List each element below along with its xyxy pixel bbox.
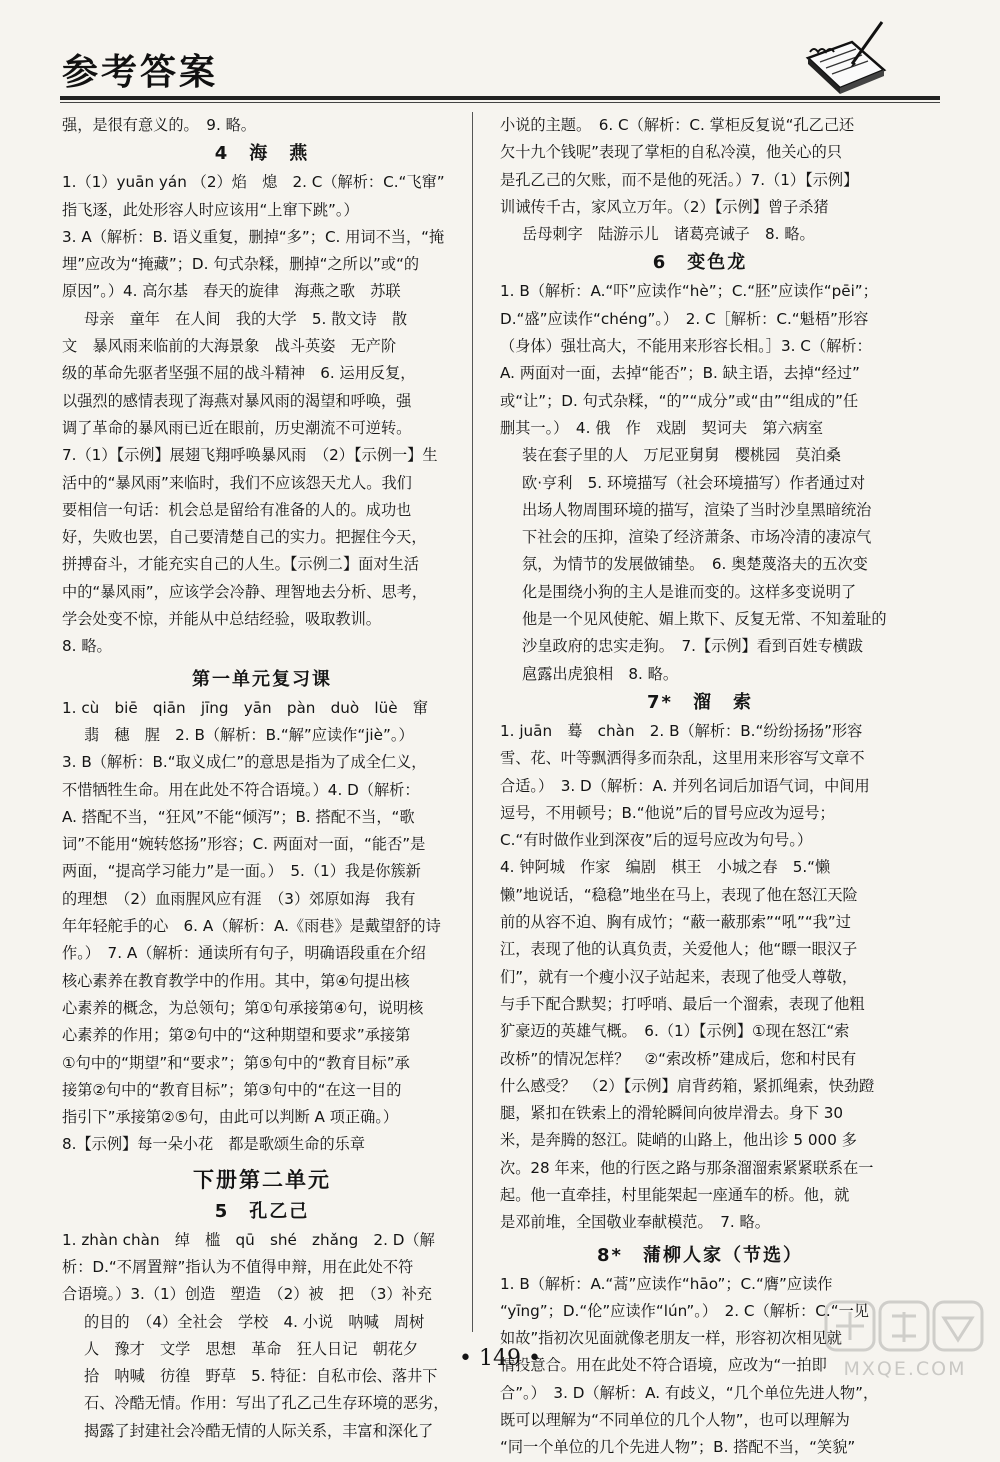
answer-line: 1. cù biē qiān jīng yān pàn duò lüè 窜 [62, 698, 428, 717]
answer-line: ①句中的“期望”和“要求”；第⑤句中的“教育目标”承 [62, 1053, 410, 1072]
answer-line: 心素养的作用；第②句中的“这种期望和要求”承接第 [62, 1026, 411, 1045]
section-heading: 4 海 燕 [214, 143, 310, 165]
answer-line: 前的从容不迫、胸有成竹；“蔽一蔽那索”“吼”“我”过 [500, 913, 851, 932]
column-divider [472, 112, 473, 1332]
answer-line: 他是一个见风使舵、媚上欺下、反复无常、不知羞耻的 [522, 610, 887, 629]
answer-line: 懒”地说话，“稳稳”地坐在马上，表现了他在怒江天险 [500, 885, 858, 904]
answer-line: 是邓前堆，全国敬业奉献模范。 7. 略。 [500, 1213, 770, 1232]
answer-line: 沙皇政府的忠实走狗。 7.【示例】看到百姓专横跋 [522, 637, 864, 656]
page-header [0, 0, 1000, 112]
answer-line: 指引下”承接第②⑤句，由此可以判断 A 项正确。） [62, 1108, 399, 1127]
answer-line: 腿，紧扣在铁索上的滑轮瞬间向彼岸滑去。身下 30 [500, 1104, 844, 1123]
answer-line: 出场人物周围环境的描写，渲染了当时沙皇黑暗统治 [522, 500, 872, 519]
answer-line: 4. 钟阿城 作家 编剧 棋王 小城之春 5.“懒 [500, 858, 831, 877]
answer-line: 装在套子里的人 万尼亚舅舅 樱桃园 莫泊桑 [522, 446, 841, 465]
answer-line: 年年轻舵手的心 6. A（解析：A.《雨巷》是戴望舒的诗 [62, 917, 441, 936]
answer-line: 作。） 7. A（解析：通读所有句子，明确语段重在介绍 [62, 944, 426, 963]
answer-line: 江，表现了他的认真负责，关爱他人；他“瞟一眼汉子 [500, 940, 858, 959]
answer-line: 翡 穗 腥 2. B（解析：B.“解”应读作“jiè”。） [84, 725, 414, 744]
answer-line: 米，是奔腾的怒江。陡峭的山路上，他出诊 5 000 多 [500, 1131, 857, 1150]
answer-line: 氛，为情节的发展做铺垫。 6. 奥楚蔑洛夫的五次变 [522, 555, 868, 574]
answer-line: 1. zhàn chàn 绰 槛 qū shé zhǎng 2. D（解 [62, 1230, 435, 1249]
header-title: 参考答案 [62, 51, 219, 93]
answer-line: 两面，“提高学习能力”是一面。） 5.（1）我是你簇新 [62, 862, 421, 881]
answer-line: 3. A（解析：B. 语义重复，删掉“多”；C. 用词不当，“掩 [62, 227, 445, 246]
page-number: • 149 • [459, 1346, 541, 1371]
header-rule-thin [60, 102, 940, 103]
answer-line: （身体）强壮高大，不能用来形容长相。］3. C（解析： [500, 337, 872, 356]
answer-line: 或“让”；D. 句式杂糅，“的”“成分”或“由”“组成的”任 [500, 391, 859, 410]
answer-line: 岳母刺字 陆游示儿 诸葛亮诫子 8. 略。 [522, 225, 815, 244]
answer-line: 调了革命的暴风雨已近在眼前，历史潮流不可逆转。 [62, 418, 412, 437]
answer-line: 要相信一句话：机会总是留给有准备的人的。成功也 [62, 500, 412, 519]
answer-line: 不惜牺牲生命。用在此处不符合语境。）4. D（解析： [62, 780, 420, 799]
watermark-logo [820, 1296, 990, 1382]
left-column [62, 112, 462, 1445]
answer-line: 合”。） 3. D（解析：A. 有歧义，“几个单位先进人物”， [500, 1383, 879, 1402]
answer-line: 析：D.“不屑置辩”指认为不值得申辩，用在此处不符 [62, 1257, 414, 1276]
watermark-seal-icon [820, 1296, 990, 1356]
header-rule [60, 96, 940, 100]
section-heading: 6 变色龙 [652, 252, 748, 274]
answer-line: 下社会的压抑，渲染了经济萧条、市场冷清的凄凉气 [522, 528, 872, 547]
answer-line: 揭露了封建社会冷酷无情的人际关系，丰富和深化了 [84, 1421, 434, 1440]
answer-line: 强，是很有意义的。 9. 略。 [62, 116, 256, 134]
answer-line: 中的“暴风雨”，应该学会冷静、理智地去分析、思考， [62, 582, 428, 601]
answer-line: 1. B（解析：A.“蒿”应读作“hāo”；C.“膺”应读作 [500, 1274, 833, 1293]
answer-line: 心素养的概念，为总领句；第①句承接第④句，说明核 [62, 998, 424, 1017]
answer-line: 逗号，不用顿号；B.“他说”后的冒号应改为逗号； [500, 803, 835, 822]
answer-line: “yīng”；D.“伦”应读作“lún”。） 2. C（解析：C.“一见 [500, 1301, 869, 1320]
answer-line: 改桥”的情况怎样？ ②“索改桥”建成后，您和村民有 [500, 1049, 857, 1068]
answer-line: 8.【示例】每一朵小花 都是歌颂生命的乐章 [62, 1135, 366, 1154]
answer-line: 活中的“暴风雨”来临时，我们不应该怨天尤人。我们 [62, 473, 412, 492]
answer-line: 接第②句中的“教育目标”；第③句中的“在这一目的 [62, 1080, 402, 1099]
answer-line: 7.（1）【示例】展翅飞翔呼唤暴风雨 （2）【示例一】生 [62, 446, 438, 465]
section-heading: 5 孔乙己 [214, 1200, 310, 1222]
section-heading: 下册第二单元 [193, 1167, 331, 1192]
answer-line: 3. B（解析：B.“取义成仁”的意思是指为了成全仁义， [62, 753, 427, 772]
answer-line: 训诫传千古，家风立万年。（2）【示例】曾子杀猪 [500, 197, 829, 216]
answer-line: 们”，就有一个瘦小汉子站起来，表现了他受人尊敬， [500, 967, 858, 986]
answer-line: 合适。） 3. D（解析：A. 并列名词后加语气词，中间用 [500, 776, 870, 795]
notebook-pen-icon [800, 18, 890, 94]
answer-line: 欧·亨利 5. 环境描写（社会环境描写）作者通过对 [522, 473, 866, 492]
answer-line: 人 豫才 文学 思想 革命 狂人日记 朝花夕 [84, 1339, 419, 1358]
answer-line: 1. B（解析：A.“吓”应读作“hè”；C.“胚”应读作“pēi”； [500, 282, 878, 301]
answer-line: 雪、花、叶等飘洒得多而杂乱，这里用来形容写文章不 [500, 749, 865, 768]
answer-line: 1.（1）yuān yán （2）焰 熄 2. C（解析：C.“飞窜” [62, 173, 445, 192]
answer-line: 核心素养在教育教学中的作用。其中，第④句提出核 [62, 971, 410, 990]
answer-line: 的理想 （2）血雨腥风应有涯 （3）郊原如海 我有 [62, 889, 416, 908]
answer-line: 犷豪迈的英雄气概。 6.（1）【示例】①现在怒江“索 [500, 1022, 850, 1041]
answer-line: 指飞逐，此处形容人时应该用“上窜下跳”。） [62, 200, 359, 219]
answer-line: 与手下配合默契；打呼哨、最后一个溜索，表现了他粗 [500, 994, 865, 1013]
answer-line: 埋”应改为“掩藏”；D. 句式杂糅，删掉“之所以”或“的 [62, 255, 420, 274]
watermark-text: MXQE.COM [843, 1358, 967, 1380]
answer-line: 什么感受？ （2）【示例】肩背药箱，紧抓绳索，快劲蹬 [500, 1076, 875, 1095]
answer-line: 原因”。）4. 高尔基 春天的旋律 海燕之歌 苏联 [62, 282, 401, 301]
answer-line: 1. juān 蓦 chàn 2. B（解析：B.“纷纷扬扬”形容 [500, 721, 863, 740]
answer-line: 次。28 年来，他的行医之路与那条溜溜索紧紧联系在一 [500, 1158, 874, 1177]
answer-line: 8. 略。 [62, 637, 112, 656]
answer-line: “同一个单位的几个先进人物”；B. 搭配不当，“笑貌” [500, 1438, 856, 1457]
answer-line: 如故”指初次见面就像老朋友一样，形容初次相见就 [500, 1329, 842, 1348]
answer-line: C.“有时做作业到深夜”后的逗号应改为句号。） [500, 831, 813, 850]
answer-line: 起。他一直牵挂，村里能架起一座通车的桥。他，就 [500, 1185, 850, 1204]
answer-line: 情投意合。用在此处不符合语境，应改为“一拍即 [500, 1356, 827, 1375]
section-heading: 7* 溜 索 [647, 691, 753, 713]
answer-line: 扈露出虎狼相 8. 略。 [522, 664, 679, 683]
answer-line: 文 暴风雨来临前的大海景象 战斗英姿 无产阶 [62, 337, 397, 356]
answer-line: D.“盛”应读作“chéng”。） 2. C［解析：C.“魁梧”形容 [500, 309, 869, 328]
answer-line: 是孔乙己的欠账，而不是他的死活。）7.（1）【示例】 [500, 170, 859, 189]
answer-line: 合语境。）3.（1）创造 塑造 （2）被 把 （3）补充 [62, 1285, 432, 1304]
answer-line: 石、冷酷无情。作用：写出了孔乙己生存环境的恶劣， [84, 1394, 449, 1413]
answer-line: A. 搭配不当，“狂风”不能“倾泻”；B. 搭配不当，“歌 [62, 807, 415, 826]
answer-line: 词”不能用“婉转悠扬”形容；C. 两面对一面，“能否”是 [62, 835, 426, 854]
answer-line: 好，失败也罢，自己要清楚自己的实力。把握住今天， [62, 528, 427, 547]
answer-line: 母亲 童年 在人间 我的大学 5. 散文诗 散 [84, 309, 408, 328]
answer-line: 以强烈的感情表现了海燕对暴风雨的渴望和呼唤，强 [62, 391, 412, 410]
answer-line: 欠十九个钱呢”表现了掌柜的自私冷漠，他关心的只 [500, 143, 842, 162]
answer-line: 级的革命先驱者坚强不屈的战斗精神 6. 运用反复， [62, 364, 416, 383]
answer-line: 既可以理解为“不同单位的几个人物”，也可以理解为 [500, 1411, 850, 1430]
section-heading: 8* 蒲柳人家（节选） [597, 1244, 803, 1266]
answer-line: 删其一。） 4. 俄 作 戏剧 契诃夫 第六病室 [500, 418, 824, 437]
right-column [500, 112, 900, 1462]
answer-line: 拼搏奋斗，才能充实自己的人生。【示例二】面对生活 [62, 555, 419, 574]
answer-line: 学会处变不惊，并能从中总结经验，吸取教训。 [62, 610, 381, 629]
answer-line: 小说的主题。 6. C（解析：C. 掌柜反复说“孔乙己还 [500, 116, 855, 134]
section-heading: 第一单元复习课 [192, 668, 332, 690]
answer-line: 的目的 （4）全社会 学校 4. 小说 呐喊 周树 [84, 1312, 425, 1331]
answer-line: 拾 呐喊 彷徨 野草 5. 特征：自私市侩、落井下 [84, 1367, 438, 1386]
answer-line: 化是围绕小狗的主人是谁而变的。这样多变说明了 [522, 582, 857, 601]
answer-line: A. 两面对一面，去掉“能否”；B. 缺主语，去掉“经过” [500, 364, 860, 383]
